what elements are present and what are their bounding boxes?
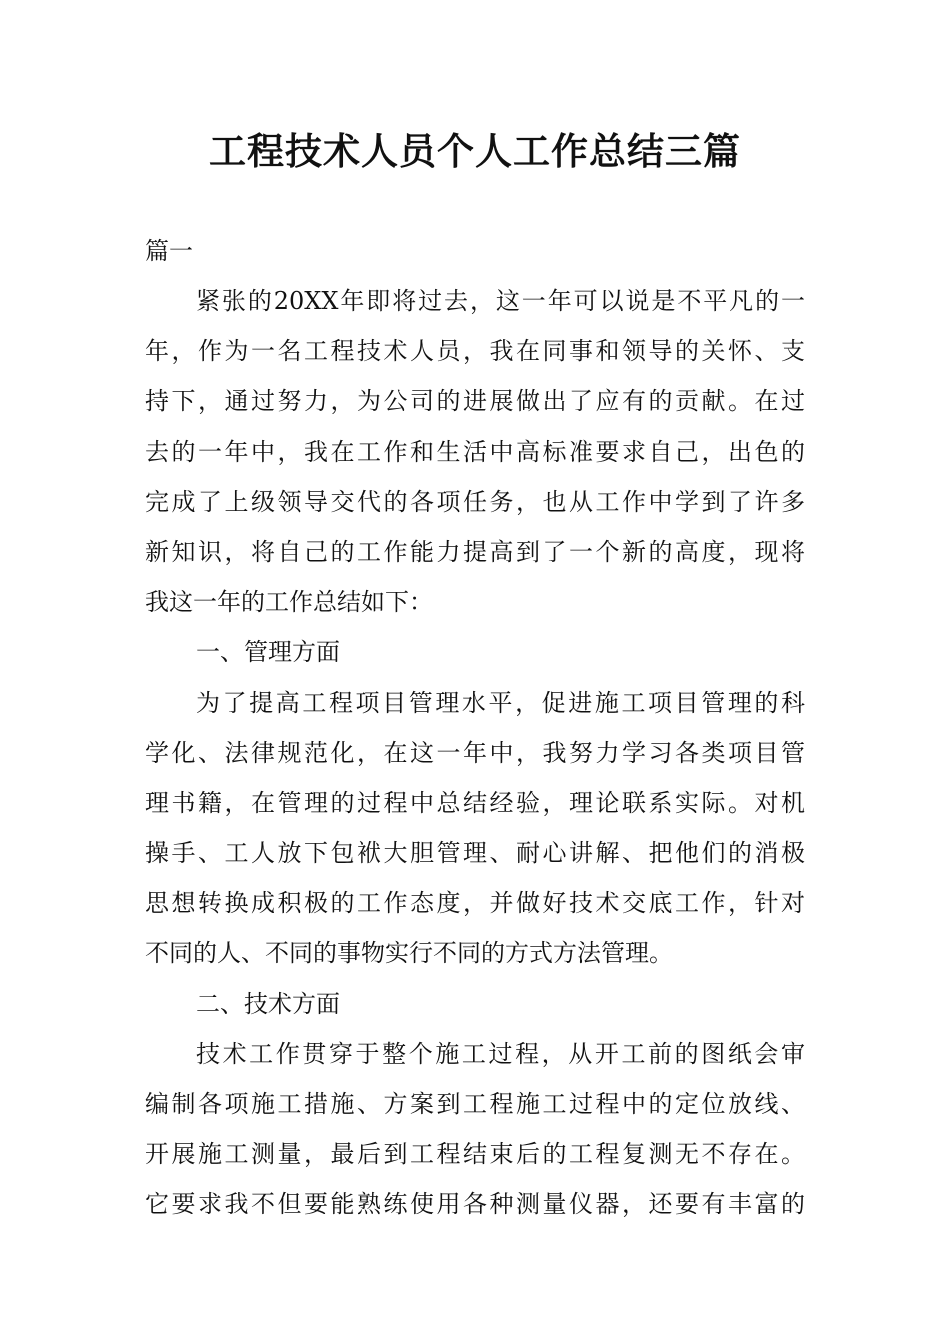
text-line: 学化、法律规范化，在这一年中，我努力学习各类项目管: [145, 738, 805, 767]
document-title: 工程技术人员个人工作总结三篇: [209, 130, 741, 173]
text-line: 去的一年中，我在工作和生活中高标准要求自己，出色的: [145, 437, 805, 466]
text-line: 年，作为一名工程技术人员，我在同事和领导的关怀、支: [145, 337, 805, 366]
text-line: 开展施工测量，最后到工程结束后的工程复测无不存在。: [145, 1140, 805, 1169]
text-line: 紧张的20XX年即将过去，这一年可以说是不平凡的一: [196, 287, 805, 315]
section-label: 篇一: [145, 237, 193, 265]
section-heading: 一、管理方面: [196, 638, 340, 667]
text-line: 编制各项施工措施、方案到工程施工过程中的定位放线、: [145, 1090, 805, 1118]
text-line: 完成了上级领导交代的各项任务，也从工作中学到了许多: [145, 487, 805, 516]
text-line: 持下，通过努力，为公司的进展做出了应有的贡献。在过: [145, 387, 805, 416]
text-line: 技术工作贯穿于整个施工过程，从开工前的图纸会审: [196, 1039, 805, 1068]
text-line: 新知识，将自己的工作能力提高到了一个新的高度，现将: [145, 537, 805, 566]
text-line: 理书籍，在管理的过程中总结经验，理论联系实际。对机: [145, 788, 805, 817]
text-line: 不同的人、不同的事物实行不同的方式方法管理。: [145, 939, 673, 968]
text-line: 为了提高工程项目管理水平，促进施工项目管理的科: [196, 688, 805, 717]
text-line: 思想转换成积极的工作态度，并做好技术交底工作，针对: [145, 889, 805, 918]
text-line: 我这一年的工作总结如下：: [145, 588, 433, 617]
document-body: [145, 276, 805, 1230]
text-line: 它要求我不但要能熟练使用各种测量仪器，还要有丰富的: [145, 1190, 805, 1219]
text-line: 操手、工人放下包袱大胆管理、耐心讲解、把他们的消极: [145, 839, 805, 868]
section-heading: 二、技术方面: [196, 989, 340, 1018]
